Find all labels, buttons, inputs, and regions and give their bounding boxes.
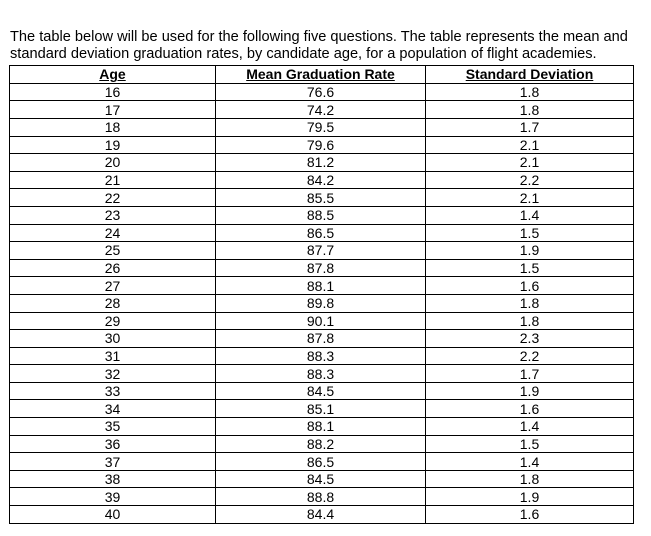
age-cell: 18 — [10, 118, 216, 136]
mean-graduation-rate-cell: 84.2 — [216, 171, 426, 189]
standard-deviation-cell: 1.5 — [426, 259, 634, 277]
standard-deviation-cell: 1.9 — [426, 382, 634, 400]
table-row — [10, 347, 634, 365]
age-cell: 16 — [10, 83, 216, 101]
age-cell: 23 — [10, 206, 216, 224]
age-cell: 38 — [10, 470, 216, 488]
header-row — [10, 66, 634, 84]
table-row — [10, 418, 634, 436]
age-cell: 35 — [10, 418, 216, 436]
age-cell: 24 — [10, 224, 216, 242]
table-row — [10, 330, 634, 348]
standard-deviation-cell: 1.9 — [426, 242, 634, 260]
mean-graduation-rate-cell: 85.5 — [216, 189, 426, 207]
mean-graduation-rate-cell: 87.8 — [216, 330, 426, 348]
table-row — [10, 83, 634, 101]
table-row — [10, 189, 634, 207]
standard-deviation-cell: 1.6 — [426, 277, 634, 295]
age-cell: 29 — [10, 312, 216, 330]
mean-graduation-rate-column-header: Mean Graduation Rate — [216, 66, 426, 84]
table-row — [10, 400, 634, 418]
standard-deviation-cell: 1.8 — [426, 83, 634, 101]
table-row — [10, 224, 634, 242]
standard-deviation-cell: 2.1 — [426, 154, 634, 172]
standard-deviation-cell: 1.8 — [426, 312, 634, 330]
age-cell: 27 — [10, 277, 216, 295]
mean-graduation-rate-cell: 86.5 — [216, 224, 426, 242]
table-row — [10, 470, 634, 488]
table-row — [10, 101, 634, 119]
table-row — [10, 259, 634, 277]
standard-deviation-cell: 2.2 — [426, 171, 634, 189]
table-row — [10, 506, 634, 524]
mean-graduation-rate-cell: 88.1 — [216, 418, 426, 436]
graduation-rates-table — [9, 65, 634, 524]
age-cell: 32 — [10, 365, 216, 383]
standard-deviation-cell: 1.6 — [426, 400, 634, 418]
standard-deviation-cell: 1.6 — [426, 506, 634, 524]
standard-deviation-cell: 1.7 — [426, 118, 634, 136]
table-row — [10, 206, 634, 224]
table-row — [10, 154, 634, 172]
table-row — [10, 294, 634, 312]
age-column-header: Age — [10, 66, 216, 84]
age-cell: 20 — [10, 154, 216, 172]
standard-deviation-column-header: Standard Deviation — [426, 66, 634, 84]
table-row — [10, 453, 634, 471]
table-row — [10, 118, 634, 136]
mean-graduation-rate-cell: 79.6 — [216, 136, 426, 154]
table-header — [10, 66, 634, 84]
standard-deviation-cell: 1.9 — [426, 488, 634, 506]
standard-deviation-cell: 1.8 — [426, 101, 634, 119]
table-row — [10, 382, 634, 400]
table-row — [10, 277, 634, 295]
age-cell: 39 — [10, 488, 216, 506]
age-cell: 25 — [10, 242, 216, 260]
age-cell: 17 — [10, 101, 216, 119]
mean-graduation-rate-cell: 88.5 — [216, 206, 426, 224]
standard-deviation-cell: 1.5 — [426, 435, 634, 453]
mean-graduation-rate-cell: 85.1 — [216, 400, 426, 418]
standard-deviation-cell: 1.8 — [426, 470, 634, 488]
mean-graduation-rate-cell: 81.2 — [216, 154, 426, 172]
mean-graduation-rate-cell: 74.2 — [216, 101, 426, 119]
age-cell: 26 — [10, 259, 216, 277]
age-cell: 37 — [10, 453, 216, 471]
standard-deviation-cell: 1.4 — [426, 453, 634, 471]
mean-graduation-rate-cell: 88.2 — [216, 435, 426, 453]
standard-deviation-cell: 2.2 — [426, 347, 634, 365]
standard-deviation-cell: 2.1 — [426, 189, 634, 207]
standard-deviation-cell: 1.7 — [426, 365, 634, 383]
age-cell: 30 — [10, 330, 216, 348]
standard-deviation-cell: 1.4 — [426, 206, 634, 224]
mean-graduation-rate-cell: 88.8 — [216, 488, 426, 506]
mean-graduation-rate-cell: 84.5 — [216, 382, 426, 400]
mean-graduation-rate-cell: 87.7 — [216, 242, 426, 260]
table-row — [10, 242, 634, 260]
table-row — [10, 435, 634, 453]
mean-graduation-rate-cell: 89.8 — [216, 294, 426, 312]
age-cell: 36 — [10, 435, 216, 453]
mean-graduation-rate-cell: 79.5 — [216, 118, 426, 136]
table-row — [10, 365, 634, 383]
standard-deviation-cell: 1.4 — [426, 418, 634, 436]
table-row — [10, 171, 634, 189]
age-cell: 28 — [10, 294, 216, 312]
age-cell: 22 — [10, 189, 216, 207]
standard-deviation-cell: 2.1 — [426, 136, 634, 154]
table-row — [10, 312, 634, 330]
table-body — [10, 83, 634, 523]
standard-deviation-cell: 2.3 — [426, 330, 634, 348]
standard-deviation-cell: 1.5 — [426, 224, 634, 242]
mean-graduation-rate-cell: 88.3 — [216, 365, 426, 383]
mean-graduation-rate-cell: 87.8 — [216, 259, 426, 277]
age-cell: 33 — [10, 382, 216, 400]
mean-graduation-rate-cell: 88.3 — [216, 347, 426, 365]
age-cell: 21 — [10, 171, 216, 189]
intro-paragraph: The table below will be used for the following five questions. The table represents the mean and standard deviation graduation rates, by candidate age, for a population of flight academies. — [10, 28, 628, 63]
age-cell: 31 — [10, 347, 216, 365]
table-row — [10, 488, 634, 506]
mean-graduation-rate-cell: 86.5 — [216, 453, 426, 471]
age-cell: 19 — [10, 136, 216, 154]
mean-graduation-rate-cell: 84.5 — [216, 470, 426, 488]
mean-graduation-rate-cell: 90.1 — [216, 312, 426, 330]
age-cell: 34 — [10, 400, 216, 418]
mean-graduation-rate-cell: 76.6 — [216, 83, 426, 101]
mean-graduation-rate-cell: 88.1 — [216, 277, 426, 295]
table-row — [10, 136, 634, 154]
age-cell: 40 — [10, 506, 216, 524]
mean-graduation-rate-cell: 84.4 — [216, 506, 426, 524]
standard-deviation-cell: 1.8 — [426, 294, 634, 312]
